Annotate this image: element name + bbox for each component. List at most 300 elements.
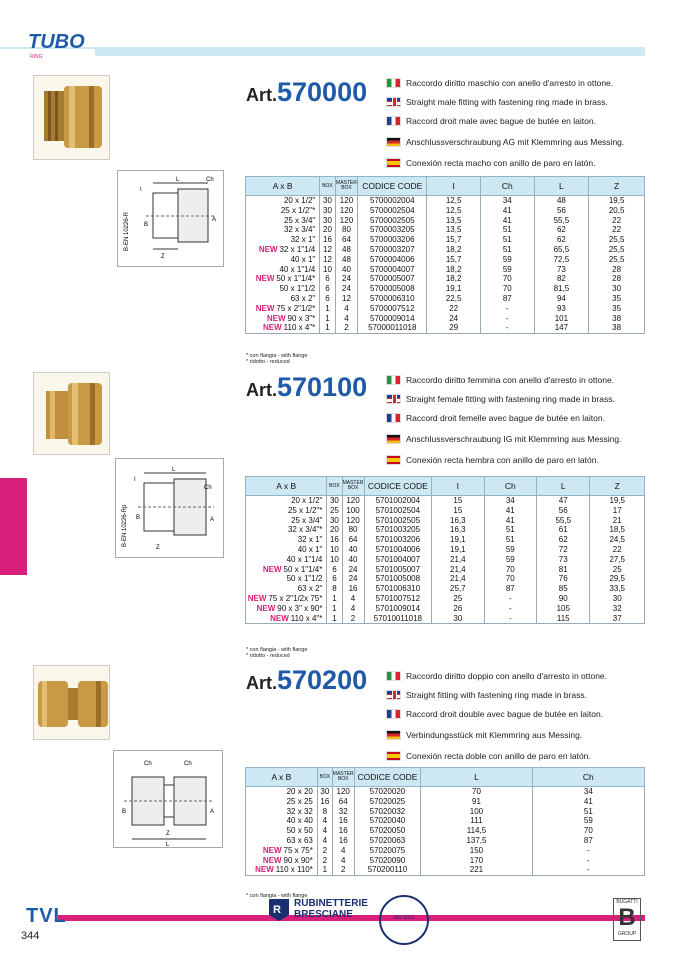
ab-value: 40 x 1"1/4 xyxy=(279,264,316,274)
col-code: CODICE CODE xyxy=(354,768,421,787)
col-box: BOX xyxy=(320,177,335,196)
cell-i: 24 xyxy=(427,314,481,324)
cell-z: 28 xyxy=(589,265,645,275)
cell-z: 30 xyxy=(590,594,645,604)
cell-ch: 87 xyxy=(480,294,534,304)
new-badge: NEW xyxy=(256,603,276,613)
cell-ab xyxy=(246,545,327,555)
ab-value: 63 x 2" xyxy=(297,584,323,594)
table-row xyxy=(246,797,645,807)
cell-ab xyxy=(246,856,318,866)
svg-text:L: L xyxy=(172,467,176,473)
cell-mbox: 120 xyxy=(335,216,358,226)
svg-text:Z: Z xyxy=(156,545,160,551)
cell-l: 115 xyxy=(537,614,590,624)
technical-drawing-570200 xyxy=(113,750,223,848)
cell-l: 81,5 xyxy=(534,284,589,294)
logo-text: TUBO xyxy=(28,31,85,53)
art-prefix: Art. xyxy=(246,380,277,400)
cell-z: 22 xyxy=(589,225,645,235)
cell-mbox: 4 xyxy=(342,604,364,614)
cell-code: 57010011018 xyxy=(364,614,432,624)
cell-box: 1 xyxy=(320,304,335,314)
cell-mbox: 120 xyxy=(342,516,364,526)
col-ch: Ch xyxy=(480,177,534,196)
table-row xyxy=(246,516,645,526)
table-row xyxy=(246,594,645,604)
svg-text:L: L xyxy=(166,842,170,847)
table-row xyxy=(246,216,645,226)
table-row xyxy=(246,196,645,206)
cell-i: 26 xyxy=(432,604,484,614)
cell-ab xyxy=(246,826,318,836)
cell-mbox: 40 xyxy=(342,555,364,565)
cell-code: 5700002504 xyxy=(358,206,427,216)
cell-l: 55,5 xyxy=(534,216,589,226)
desc-uk: Straight fitting with fastening ring made in brass. xyxy=(386,689,646,701)
header-bar xyxy=(95,47,645,56)
cell-code: 5701003205 xyxy=(364,525,432,535)
cell-i: 18,2 xyxy=(427,245,481,255)
cell-mbox: 16 xyxy=(332,836,354,846)
cell-code: 5701007512 xyxy=(364,594,432,604)
cell-l: 73 xyxy=(537,555,590,565)
cell-ab xyxy=(246,255,320,265)
cell-mbox: 24 xyxy=(335,284,358,294)
cell-ch: - xyxy=(484,614,536,624)
cell-z: 37 xyxy=(590,614,645,624)
cell-box: 1 xyxy=(317,865,332,875)
ab-value: 50 x 1"1/2 xyxy=(286,574,323,584)
svg-text:Z: Z xyxy=(161,254,165,260)
cell-mbox: 16 xyxy=(332,826,354,836)
uk-flag-icon xyxy=(386,97,401,107)
table-row xyxy=(246,274,645,284)
cell-code: 5700009014 xyxy=(358,314,427,324)
svg-text:B: B xyxy=(122,809,127,815)
cell-ab xyxy=(246,846,318,856)
cell-z: 38 xyxy=(589,314,645,324)
cell-ab xyxy=(246,196,320,206)
desc-es: Conexión recta macho con anillo de paro en latón. xyxy=(386,157,646,169)
ab-value: 63 x 2" xyxy=(290,293,316,303)
cell-mbox: 80 xyxy=(335,225,358,235)
svg-text:I: I xyxy=(134,477,136,483)
cell-ab xyxy=(246,274,320,284)
cell-box: 6 xyxy=(320,274,335,284)
desc-uk: Straight male fitting with fastening ring made in brass. xyxy=(386,96,646,108)
table-row xyxy=(246,225,645,235)
cell-l: 62 xyxy=(537,535,590,545)
cell-ab xyxy=(246,323,320,333)
cell-mbox: 64 xyxy=(332,797,354,807)
col-l: L xyxy=(421,768,532,787)
cell-z: 32 xyxy=(590,604,645,614)
svg-text:A: A xyxy=(210,809,215,815)
col-l: L xyxy=(534,177,589,196)
cell-ab xyxy=(246,584,327,594)
svg-text:Ch: Ch xyxy=(206,177,214,183)
cell-ch: 87 xyxy=(484,584,536,594)
cell-ab xyxy=(246,807,318,817)
cell-ch: 70 xyxy=(484,565,536,575)
cell-ab xyxy=(246,535,327,545)
cell-ch: 51 xyxy=(480,225,534,235)
cell-box: 1 xyxy=(327,604,342,614)
rubinetterie-bresciane-logo xyxy=(267,895,375,941)
cell-mbox: 16 xyxy=(342,584,364,594)
cell-box: 20 xyxy=(327,525,342,535)
svg-text:Ch: Ch xyxy=(204,485,212,491)
cell-ch: 59 xyxy=(484,545,536,555)
cell-z: 19,5 xyxy=(589,196,645,206)
cell-z: 19,5 xyxy=(590,496,645,506)
ab-value: 50 x 50 xyxy=(286,826,313,836)
cell-ch: - xyxy=(480,314,534,324)
cell-i: 21,4 xyxy=(432,555,484,565)
cell-z: 25 xyxy=(590,565,645,575)
cell-box: 1 xyxy=(320,314,335,324)
cell-ch: 51 xyxy=(484,535,536,545)
cell-z: 25,5 xyxy=(589,255,645,265)
cell-box: 1 xyxy=(320,323,335,333)
cell-code: 5701002004 xyxy=(364,496,432,506)
cell-l: 62 xyxy=(534,235,589,245)
cell-ab xyxy=(246,496,327,506)
ab-value: 90 x 3" x 90* xyxy=(277,603,323,613)
cell-box: 30 xyxy=(320,196,335,206)
cell-l: 47 xyxy=(537,496,590,506)
cell-code: 5700003205 xyxy=(358,225,427,235)
cell-ch: - xyxy=(480,323,534,333)
cell-z: 35 xyxy=(589,294,645,304)
cell-box: 6 xyxy=(327,565,342,575)
logo-sub: RING xyxy=(30,54,43,60)
cell-box: 16 xyxy=(320,235,335,245)
cell-box: 10 xyxy=(327,545,342,555)
cell-l: 73 xyxy=(534,265,589,275)
side-tab xyxy=(0,478,27,575)
cell-code: 57020050 xyxy=(354,826,421,836)
germany-flag-icon xyxy=(386,730,401,740)
cell-ab xyxy=(246,216,320,226)
rb-logo-icon xyxy=(267,895,291,923)
cell-code: 5700002004 xyxy=(358,196,427,206)
table-row xyxy=(246,245,645,255)
cell-box: 10 xyxy=(327,555,342,565)
table-row xyxy=(246,304,645,314)
new-badge: NEW xyxy=(247,593,267,603)
table-row xyxy=(246,294,645,304)
cell-z: 30 xyxy=(589,284,645,294)
cell-mbox: 40 xyxy=(335,265,358,275)
cell-mbox: 48 xyxy=(335,255,358,265)
table-row xyxy=(246,584,645,594)
cell-mbox: 4 xyxy=(332,856,354,866)
cell-ab xyxy=(246,245,320,255)
table-row xyxy=(246,865,645,875)
svg-text:R: R xyxy=(273,904,281,916)
cell-code: 5700002505 xyxy=(358,216,427,226)
france-flag-icon xyxy=(386,709,401,719)
cell-z: 28 xyxy=(589,274,645,284)
cell-ch: 59 xyxy=(480,265,534,275)
cell-ch: 59 xyxy=(480,255,534,265)
cell-code: 5701009014 xyxy=(364,604,432,614)
desc-it: Raccordo diritto femmina con anello d'arresto in ottone. xyxy=(386,374,646,386)
cell-mbox: 120 xyxy=(335,196,358,206)
cell-box: 6 xyxy=(320,284,335,294)
table-row xyxy=(246,787,645,797)
ab-value: 40 x 1"1/4 xyxy=(286,554,323,564)
desc-de: Verbindungsstück mit Klemmring aus Messing. xyxy=(386,729,646,741)
col-ab: A x B xyxy=(246,477,327,496)
spain-flag-icon xyxy=(386,158,401,168)
table-row xyxy=(246,525,645,535)
spec-table-570100 xyxy=(245,476,645,624)
svg-text:Ch: Ch xyxy=(144,761,152,767)
ab-value: 40 x 1" xyxy=(297,544,323,554)
cell-ab xyxy=(246,506,327,516)
brand-line2: BRESCIANE xyxy=(294,909,353,920)
ab-value: 75 x 2"1/2* xyxy=(276,303,316,313)
descriptions-570000 xyxy=(386,77,646,169)
product-photo-570100 xyxy=(33,372,110,455)
cell-code: 5701002504 xyxy=(364,506,432,516)
cell-box: 30 xyxy=(320,206,335,216)
cell-l: 105 xyxy=(537,604,590,614)
product-photo-570000 xyxy=(33,75,110,160)
cell-l: 72,5 xyxy=(534,255,589,265)
cell-l: 81 xyxy=(537,565,590,575)
svg-text:I: I xyxy=(140,187,142,193)
cell-mbox: 40 xyxy=(342,545,364,555)
cell-ch: 41 xyxy=(484,516,536,526)
table-row xyxy=(246,284,645,294)
cell-box: 1 xyxy=(327,594,342,604)
cell-code: 5700007512 xyxy=(358,304,427,314)
cell-mbox: 48 xyxy=(335,245,358,255)
cell-ab xyxy=(246,604,327,614)
fitting-image xyxy=(34,76,110,160)
cell-box: 6 xyxy=(327,574,342,584)
tubo-logo xyxy=(26,20,98,60)
table-row xyxy=(246,545,645,555)
cell-l: 170 xyxy=(421,856,532,866)
table-row xyxy=(246,856,645,866)
cell-i: 13,5 xyxy=(427,225,481,235)
cell-l: 82 xyxy=(534,274,589,284)
col-ab: A x B xyxy=(246,177,320,196)
col-box: BOX xyxy=(317,768,332,787)
cell-ch: 51 xyxy=(484,525,536,535)
cell-mbox: 4 xyxy=(332,846,354,856)
col-z: Z xyxy=(590,477,645,496)
table-row xyxy=(246,255,645,265)
col-code: CODICE CODE xyxy=(358,177,427,196)
cell-code: 5700005007 xyxy=(358,274,427,284)
cell-l: 72 xyxy=(537,545,590,555)
cell-l: 150 xyxy=(421,846,532,856)
cell-code: 57020032 xyxy=(354,807,421,817)
cell-code: 57020025 xyxy=(354,797,421,807)
cell-i: 19,1 xyxy=(432,545,484,555)
cell-l: 91 xyxy=(421,797,532,807)
art-number: 570200 xyxy=(277,665,368,695)
desc-es: Conexión recta hembra con anillo de paro en latón. xyxy=(386,454,646,466)
new-badge: NEW xyxy=(262,855,282,865)
ab-value: 32 x 1" xyxy=(297,535,323,545)
table-row xyxy=(246,235,645,245)
notes-570100: * con flangia - with flange * ridotto - reduced xyxy=(246,647,308,659)
cell-box: 30 xyxy=(320,216,335,226)
cell-ch: - xyxy=(532,856,644,866)
cell-ch: 34 xyxy=(532,787,644,797)
cell-box: 30 xyxy=(327,496,342,506)
new-badge: NEW xyxy=(266,313,286,323)
cell-ch: 70 xyxy=(480,274,534,284)
table-row xyxy=(246,846,645,856)
cell-ab xyxy=(246,284,320,294)
cell-ab xyxy=(246,555,327,565)
ab-value: 110 x 4"* xyxy=(283,323,316,333)
cell-ch: 41 xyxy=(484,506,536,516)
desc-fr: Raccord droit male avec bague de butée en laiton. xyxy=(386,115,646,127)
spain-flag-icon xyxy=(386,455,401,465)
cell-ab xyxy=(246,206,320,216)
cell-ch: 70 xyxy=(484,574,536,584)
ab-value: 25 x 3/4" xyxy=(291,515,323,525)
cell-mbox: 16 xyxy=(332,816,354,826)
cell-z: 35 xyxy=(589,304,645,314)
ab-value: 32 x 1" xyxy=(290,235,316,245)
cell-code: 5701004007 xyxy=(364,555,432,565)
svg-text:A: A xyxy=(212,217,217,223)
col-i: I xyxy=(427,177,481,196)
cell-l: 147 xyxy=(534,323,589,333)
cell-l: 56 xyxy=(534,206,589,216)
col-master-box: MASTER BOX xyxy=(335,177,358,196)
cell-ab xyxy=(246,225,320,235)
ab-value: 40 x 40 xyxy=(286,816,313,826)
cell-ab xyxy=(246,294,320,304)
ab-value: 25 x 1/2"* xyxy=(280,205,316,215)
table-row xyxy=(246,826,645,836)
desc-it: Raccordo diritto doppio con anello d'arresto in ottone. xyxy=(386,670,646,682)
ab-value: 50 x 1"1/4* xyxy=(276,274,316,284)
drawing-label: B-EN 10226-R xyxy=(124,211,130,251)
descriptions-570100 xyxy=(386,374,646,466)
ab-value: 32 x 32 xyxy=(286,806,313,816)
cell-ch: - xyxy=(484,594,536,604)
cell-z: 24,5 xyxy=(590,535,645,545)
cell-mbox: 24 xyxy=(342,565,364,575)
col-l: L xyxy=(537,477,590,496)
cell-l: 100 xyxy=(421,807,532,817)
cell-mbox: 32 xyxy=(332,807,354,817)
cell-l: 93 xyxy=(534,304,589,314)
cell-ch: - xyxy=(484,604,536,614)
cell-l: 90 xyxy=(537,594,590,604)
col-ch: Ch xyxy=(484,477,536,496)
cell-box: 30 xyxy=(327,516,342,526)
cell-ch: 87 xyxy=(532,836,644,846)
cell-ch: 41 xyxy=(532,797,644,807)
cell-box: 8 xyxy=(317,807,332,817)
germany-flag-icon xyxy=(386,137,401,147)
cell-i: 16,3 xyxy=(432,525,484,535)
cell-code: 5701002505 xyxy=(364,516,432,526)
cell-box: 1 xyxy=(327,614,342,624)
bugatti-group-logo: BUGATTI B GROUP xyxy=(613,898,641,941)
ab-value: 25 x 3/4" xyxy=(283,215,316,225)
cell-z: 29,5 xyxy=(590,574,645,584)
cell-i: 22 xyxy=(427,304,481,314)
cell-l: 137,5 xyxy=(421,836,532,846)
cell-ch: 34 xyxy=(480,196,534,206)
cell-code: 57020075 xyxy=(354,846,421,856)
col-z: Z xyxy=(589,177,645,196)
col-master-box: MASTER BOX xyxy=(342,477,364,496)
desc-de: Anschlussverschraubung IG mit Klemmring aus Messing. xyxy=(386,433,646,445)
cell-z: 33,5 xyxy=(590,584,645,594)
cell-ab xyxy=(246,516,327,526)
cell-mbox: 64 xyxy=(342,535,364,545)
cell-l: 111 xyxy=(421,816,532,826)
new-badge: NEW xyxy=(258,244,278,254)
ab-value: 32 x 3/4"* xyxy=(287,525,323,535)
cell-z: 22 xyxy=(590,545,645,555)
ab-value: 63 x 63 xyxy=(286,835,313,845)
art-number: 570000 xyxy=(277,77,368,107)
table-row xyxy=(246,604,645,614)
cell-code: 5700003206 xyxy=(358,235,427,245)
cell-ch: 51 xyxy=(480,235,534,245)
new-badge: NEW xyxy=(262,845,282,855)
ab-value: 25 x 25 xyxy=(286,796,313,806)
cell-code: 5701005007 xyxy=(364,565,432,575)
table-row xyxy=(246,565,645,575)
cell-code: 5700003207 xyxy=(358,245,427,255)
italy-flag-icon xyxy=(386,375,401,385)
cell-i: 19,1 xyxy=(427,284,481,294)
ab-value: 75 x 75* xyxy=(283,845,313,855)
cell-ab xyxy=(246,836,318,846)
ab-value: 75 x 2"1/2x 75* xyxy=(268,593,323,603)
cell-ab xyxy=(246,614,327,624)
cell-i: 25,7 xyxy=(432,584,484,594)
table-row xyxy=(246,496,645,506)
cell-z: 17 xyxy=(590,506,645,516)
cell-box: 16 xyxy=(317,797,332,807)
ab-value: 110 x 110* xyxy=(275,865,313,875)
cell-ch: 41 xyxy=(480,216,534,226)
table-row xyxy=(246,816,645,826)
iso-badge: ISO 9001 xyxy=(379,895,429,945)
ab-value: 50 x 1"1/4* xyxy=(283,564,323,574)
cell-code: 57020040 xyxy=(354,816,421,826)
cell-i: 21,4 xyxy=(432,574,484,584)
spec-table-570200 xyxy=(245,767,645,876)
new-badge: NEW xyxy=(255,274,275,284)
ab-value: 32 x 1"1/4 xyxy=(279,244,316,254)
spain-flag-icon xyxy=(386,751,401,761)
cell-ab xyxy=(246,525,327,535)
cell-z: 22 xyxy=(589,216,645,226)
cell-mbox: 120 xyxy=(342,496,364,506)
ab-value: 20 x 1/2" xyxy=(291,496,323,505)
article-title-570200 xyxy=(246,665,367,696)
